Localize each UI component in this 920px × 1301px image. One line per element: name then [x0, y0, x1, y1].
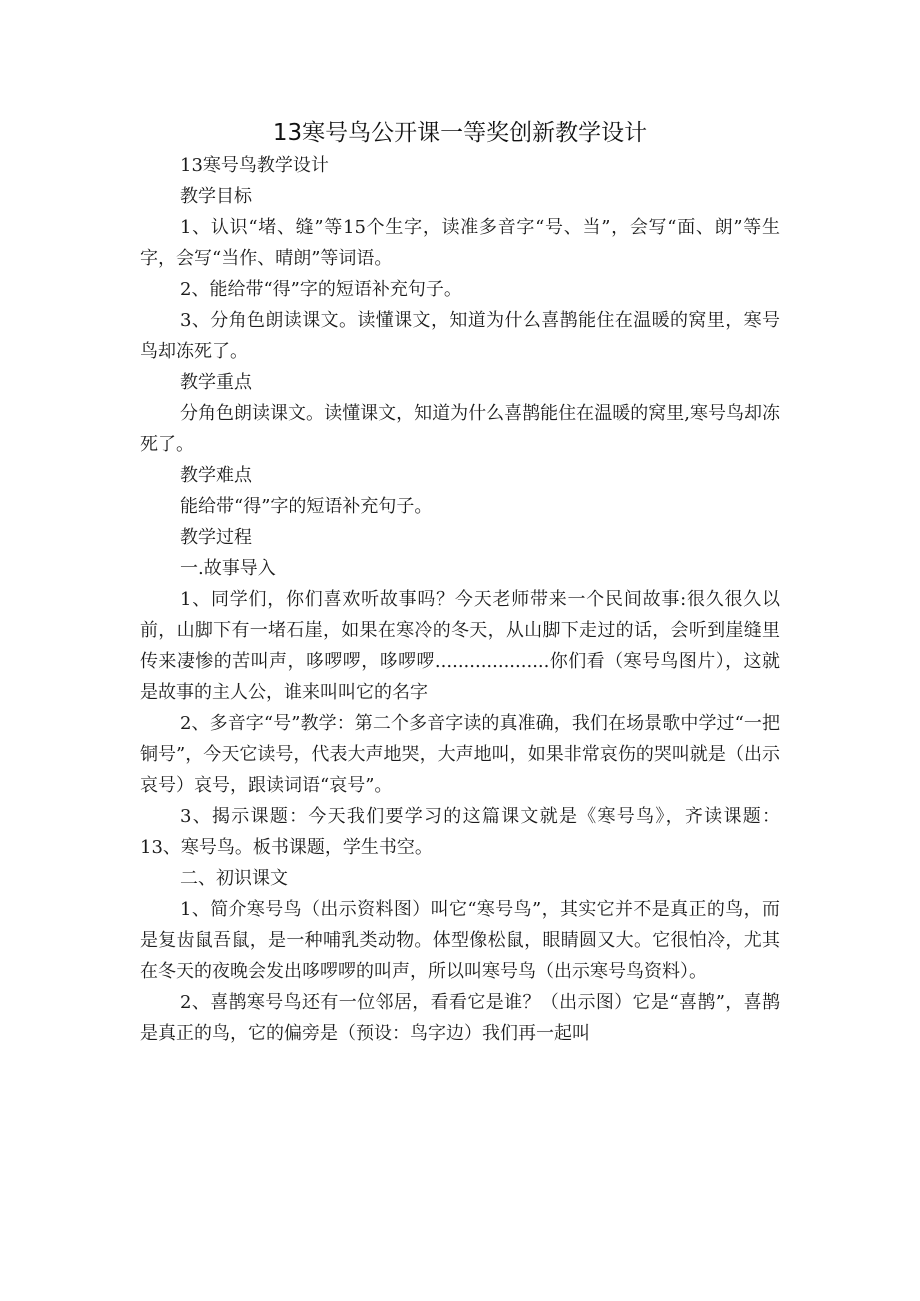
paragraph-heading-difficulty: 教学难点 — [180, 465, 252, 486]
paragraph-subtitle: 13寒号鸟教学设计 — [180, 155, 329, 176]
paragraph-section-1: 一.故事导入 — [180, 558, 276, 579]
paragraph-goal-2: 2、能给带“得”字的短语补充句子。 — [180, 279, 462, 300]
paragraph-focus: 分角色朗读课文。读懂课文，知道为什么喜鹊能住在温暖的窝里,寒号鸟却冻死了。 — [140, 403, 780, 455]
paragraph-heading-goals: 教学目标 — [180, 186, 252, 207]
paragraph-story-intro: 1、同学们，你们喜欢听故事吗？今天老师带来一个民间故事:很久很久以前，山脚下有一堵石崖，如果在寒冷的冬天，从山脚下走过的话，会听到崖缝里传来凄惨的苦叫声，哆啰啰，哆啰啰....................你们看（寒号鸟图片），这就是故事的主人公，谁来叫叫它的名字 — [140, 589, 780, 703]
paragraph-heading-process: 教学过程 — [180, 527, 252, 548]
paragraph-goal-1: 1、认识“堵、缝”等15个生字，读准多音字“号、当”，会写“面、朗”等生字，会写“当作、晴朗”等词语。 — [140, 217, 780, 269]
paragraph-magpie: 2、喜鹊寒号鸟还有一位邻居，看看它是谁？（出示图）它是“喜鹊”，喜鹊是真正的鸟，它的偏旁是（预设：鸟字边）我们再一起叫 — [140, 992, 780, 1044]
paragraph-goal-3: 3、分角色朗读课文。读懂课文，知道为什么喜鹊能住在温暖的窝里，寒号鸟却冻死了。 — [140, 310, 780, 362]
document-body — [140, 150, 780, 1049]
paragraph-heading-focus: 教学重点 — [180, 372, 252, 393]
paragraph-polyphone: 2、多音字“号”教学：第二个多音字读的真准确，我们在场景歌中学过“一把铜号”，今天它读号，代表大声地哭，大声地叫，如果非常哀伤的哭叫就是（出示哀号）哀号，跟读词语“哀号”。 — [140, 713, 780, 796]
paragraph-reveal-title: 3、揭示课题：今天我们要学习的这篇课文就是《寒号鸟》，齐读课题：13、寒号鸟。板书课题，学生书空。 — [140, 806, 780, 858]
document-title: 13寒号鸟公开课一等奖创新教学设计 — [272, 120, 648, 146]
paragraph-section-2: 二、初识课文 — [180, 868, 288, 889]
paragraph-intro-bird: 1、简介寒号鸟（出示资料图）叫它“寒号鸟”，其实它并不是真正的鸟，而是复齿鼠吾鼠，是一种哺乳类动物。体型像松鼠，眼睛圆又大。它很怕冷，尤其在冬天的夜晚会发出哆啰啰的叫声，所以叫寒号鸟（出示寒号鸟资料）。 — [140, 899, 780, 982]
paragraph-difficulty: 能给带“得”字的短语补充句子。 — [180, 496, 433, 517]
